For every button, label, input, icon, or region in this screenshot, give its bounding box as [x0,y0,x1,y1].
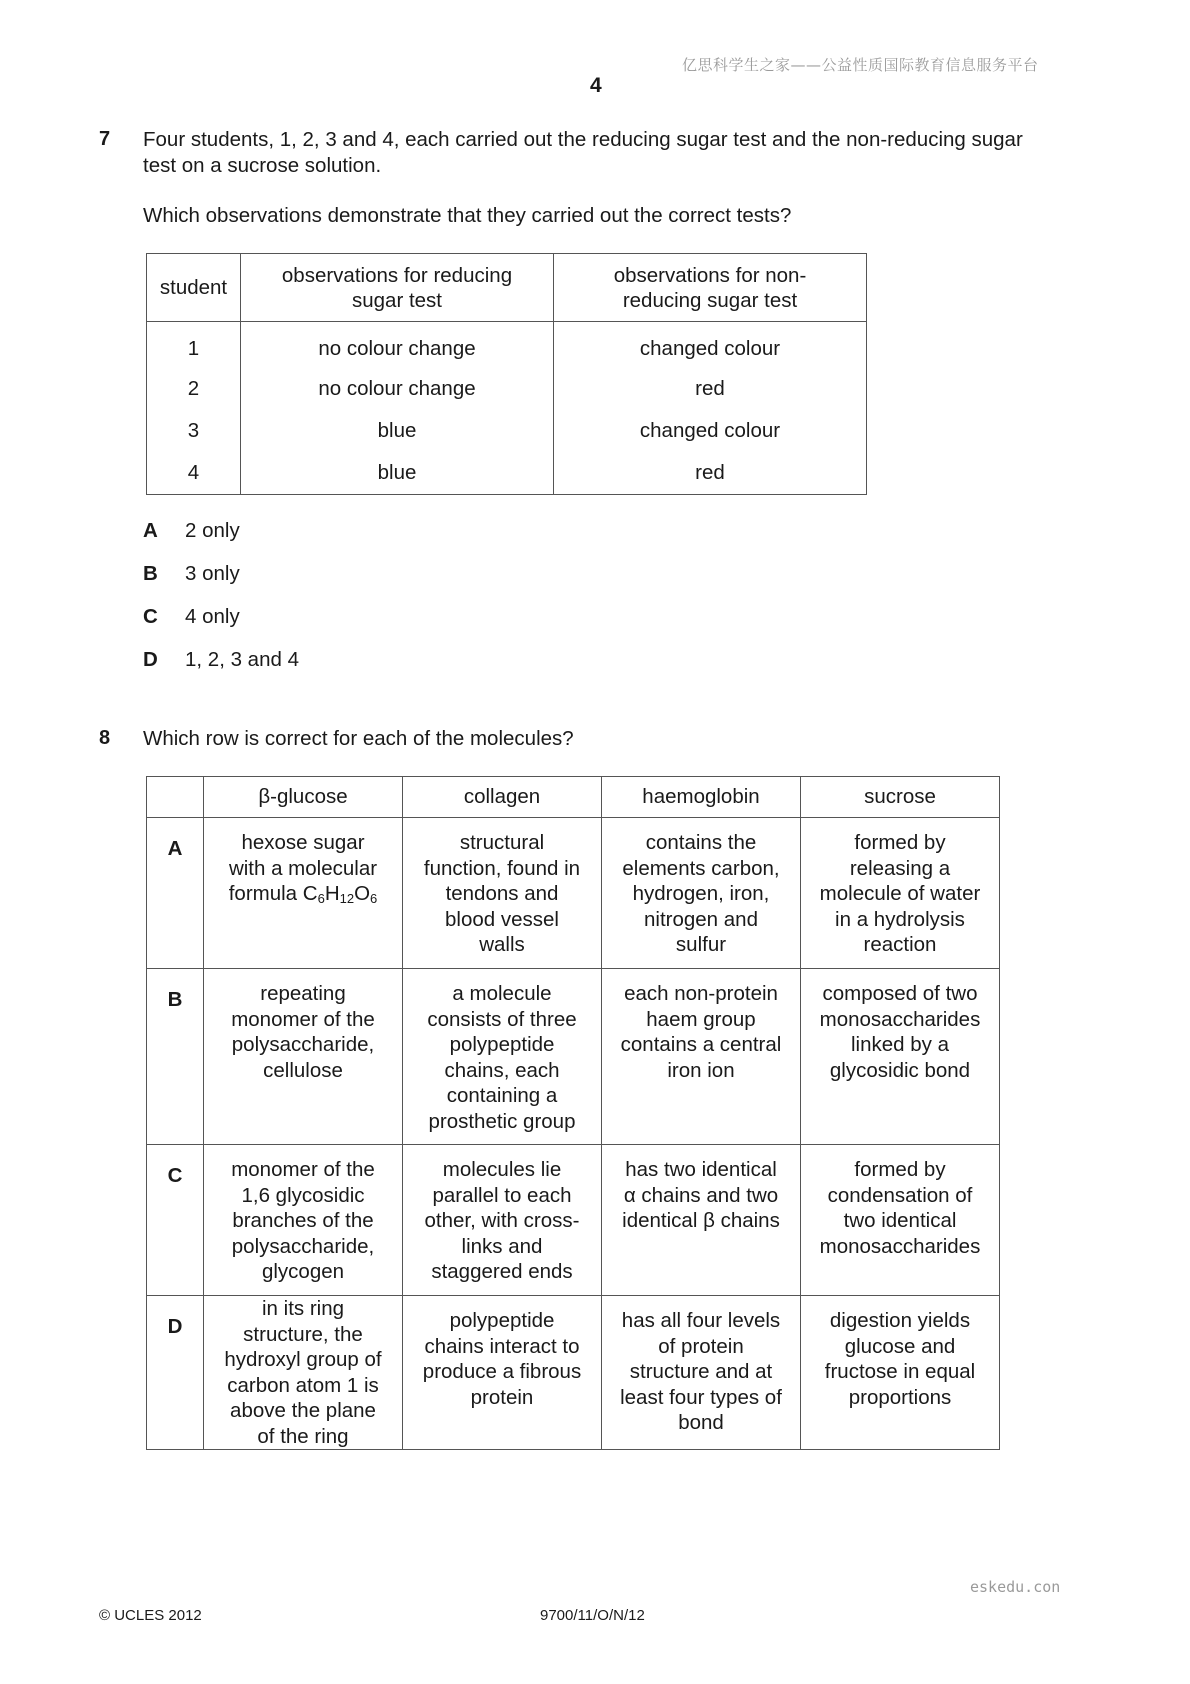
page-number: 4 [590,74,602,97]
student-number: 3 [147,410,241,452]
footer-paper-code: 9700/11/O/N/12 [540,1607,645,1624]
cell-haemoglobin: has all four levels of protein structure and at least four types of bond [602,1296,801,1450]
table-row [147,969,1000,1145]
table-row [147,410,867,452]
cell-sucrose: formed by releasing a molecule of water in a hydrolysis reaction [801,818,1000,969]
student-number: 4 [147,452,241,495]
cell-haemoglobin: each non-protein haem group contains a central iron ion [602,969,801,1145]
reducing-observation: no colour change [241,322,554,369]
row-letter: A [147,818,204,969]
cell-haemoglobin: has two identical α chains and two identical β chains [602,1145,801,1296]
table-row [147,452,867,495]
non-reducing-observation: changed colour [554,322,867,369]
row-letter: B [147,969,204,1145]
cell-sucrose: composed of two monosaccharides linked by a glycosidic bond [801,969,1000,1145]
table-row [147,818,1000,969]
reducing-observation: blue [241,410,554,452]
cell-collagen: polypeptide chains interact to produce a fibrous protein [403,1296,602,1450]
option-letter: D [143,648,158,671]
option-letter: C [143,605,158,628]
reducing-observation: no colour change [241,368,554,410]
header-haemoglobin: haemoglobin [602,777,801,818]
header-beta-glucose: β-glucose [204,777,403,818]
option-text: 4 only [185,605,240,628]
cell-haemoglobin: contains the elements carbon, hydrogen, iron, nitrogen and sulfur [602,818,801,969]
non-reducing-observation: changed colour [554,410,867,452]
reducing-observation: blue [241,452,554,495]
table-row [147,1145,1000,1296]
non-reducing-observation: red [554,368,867,410]
option-text: 3 only [185,562,240,585]
question-8-number: 8 [99,727,111,749]
question-8-table [146,776,1000,1450]
header-student: student [147,254,241,322]
row-letter: D [147,1296,204,1450]
cell-collagen: molecules lie parallel to each other, with cross- links and staggered ends [403,1145,602,1296]
footer-watermark: eskedu.con [970,1578,1061,1596]
cell-beta-glucose: repeating monomer of the polysaccharide, cellulose [204,969,403,1145]
question-7-stem-line-2: test on a sucrose solution. [143,154,382,177]
header-blank [147,777,204,818]
question-7-prompt: Which observations demonstrate that they carried out the correct tests? [143,204,792,227]
question-7-table [146,253,867,495]
header-sucrose: sucrose [801,777,1000,818]
header-reducing: observations for reducing sugar test [241,254,554,322]
question-7-number: 7 [99,128,111,150]
cell-beta-glucose: monomer of the 1,6 glycosidic branches of the polysaccharide, glycogen [204,1145,403,1296]
cell-sucrose: digestion yields glucose and fructose in equal proportions [801,1296,1000,1450]
cell-beta-glucose: in its ring structure, the hydroxyl group of carbon atom 1 is above the plane of the ring [204,1296,403,1450]
option-letter: B [143,562,158,585]
cell-beta-glucose: hexose sugar with a molecular formula $C_6H_{12}O_6$ [204,818,403,969]
cell-sucrose: formed by condensation of two identical monosaccharides [801,1145,1000,1296]
option-text: 2 only [185,519,240,542]
option-text: 1, 2, 3 and 4 [185,648,299,671]
footer-copyright: © UCLES 2012 [99,1607,202,1624]
header-non-reducing: observations for non- reducing sugar test [554,254,867,322]
question-8-prompt: Which row is correct for each of the molecules? [143,727,574,750]
table-row [147,368,867,410]
student-number: 2 [147,368,241,410]
table-row [147,322,867,369]
student-number: 1 [147,322,241,369]
cell-collagen: structural function, found in tendons and blood vessel walls [403,818,602,969]
formula: formula $C_6H_{12}O_6$ [228,882,378,906]
question-7-stem-line-1: Four students, 1, 2, 3 and 4, each carried out the reducing sugar test and the non-reducing sugar [143,128,1023,151]
header-watermark: 亿思科学生之家——公益性质国际教育信息服务平台 [682,56,1039,74]
non-reducing-observation: red [554,452,867,495]
option-letter: A [143,519,158,542]
header-collagen: collagen [403,777,602,818]
cell-collagen: a molecule consists of three polypeptide chains, each containing a prosthetic group [403,969,602,1145]
row-letter: C [147,1145,204,1296]
table-row [147,1296,1000,1450]
